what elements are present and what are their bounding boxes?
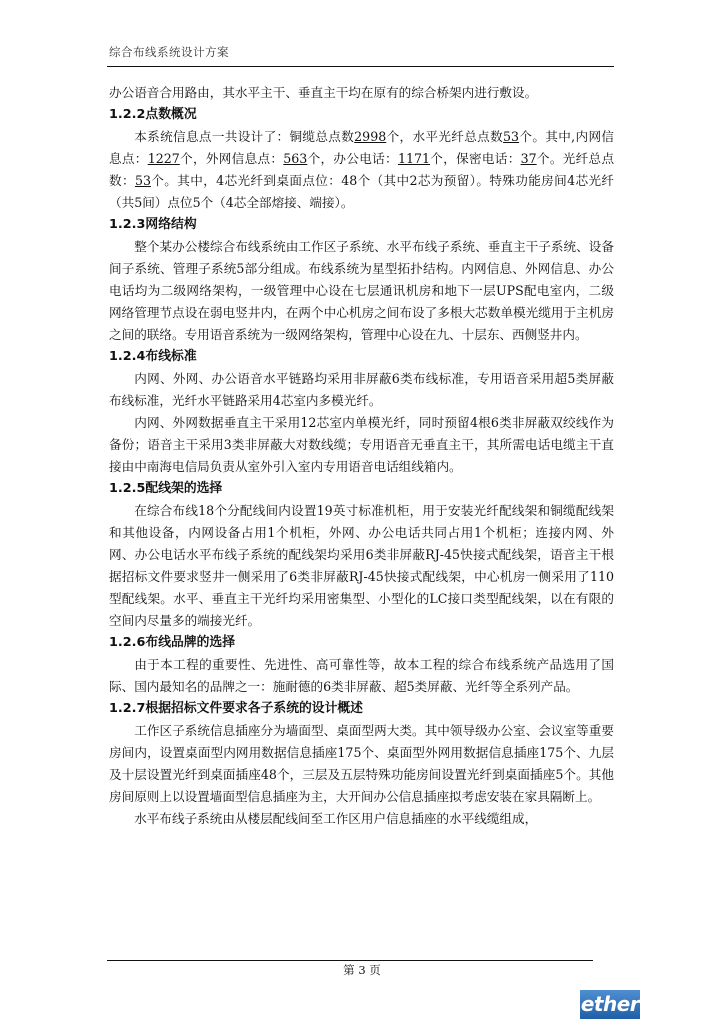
section-heading-subsystems: 1.2.7根据招标文件要求各子系统的设计概述: [109, 701, 363, 716]
section-heading-brand: 1.2.6布线品牌的选择: [109, 635, 236, 650]
paragraph-point-summary: [109, 126, 614, 214]
text: 个，外网信息点：: [179, 151, 284, 166]
paragraph-subsystems-2: 水平布线子系统由从楼层配线间至工作区用户信息插座的水平线缆组成，: [134, 811, 538, 826]
paragraph-cabling-standard-1: 内网、外网、办公语音水平链路均采用非屏蔽6类布线标准，专用语音采用超5类屏蔽布线标准，光纤水平链路采用4芯室内多模光纤。: [109, 371, 614, 408]
text: 个。光纤总点数：: [109, 151, 615, 188]
paragraph-cabling-standard-2: 内网、外网数据垂直主干采用12芯室内单模光纤，同时预留4根6类非屏蔽双绞线作为备份；语音主干采用3类非屏蔽大对数线缆；专用语音无垂直主干，其所需电话电缆主干直接由中南海电信局负责从室外引入室内专用语音电话组线箱内。: [109, 415, 614, 474]
intranet-points-value: 1227: [147, 151, 180, 166]
section-heading-cabling-standard: 1.2.4布线标准: [109, 349, 197, 364]
extranet-points-value: 563: [283, 151, 308, 166]
section-heading-point-summary: 1.2.2点数概况: [109, 107, 197, 122]
paragraph-continued: 办公语音合用路由，其水平主干、垂直主干均在原有的综合桥架内进行敷设。: [109, 85, 538, 100]
section-heading-patch-panel: 1.2.5配线架的选择: [109, 481, 223, 496]
page-number: 第 3 页: [343, 963, 381, 977]
text: 个，办公电话：: [307, 151, 398, 166]
office-phone-value: 1171: [397, 151, 430, 166]
text: 本系统信息点一共设计了：铜缆总点数: [134, 129, 355, 144]
text: 个。其中，4芯光纤到桌面点位：48个（其中2芯为预留）。特殊功能房间4芯光纤（共5间）点位5个（4芯全部熔接、端接）。: [109, 173, 615, 210]
copper-total-value: 2998: [354, 129, 387, 144]
text: 个，保密电话：: [430, 151, 521, 166]
fiber-total-value: 53: [134, 173, 151, 188]
secure-phone-value: 37: [520, 151, 537, 166]
text: 个。其中,内网信息点：: [109, 129, 615, 166]
ether-logo: ether: [580, 990, 640, 1019]
text: 个，水平光纤总点数: [386, 129, 504, 144]
paragraph-subsystems-1: 工作区子系统信息插座分为墙面型、桌面型两大类。其中领导级办公室、会议室等重要房间内，设置桌面型内网用数据信息插座175个、桌面型外网用数据信息插座175个、九层及十层设置光纤到桌面插座48个，三层及五层特殊功能房间设置光纤到桌面插座5个。其他房间原则上以设置墙面型信息插座为主，大开间办公信息插座拟考虑安装在家具隔断上。: [109, 723, 614, 804]
page-header-title: 综合布线系统设计方案: [109, 45, 229, 59]
header-divider: [107, 66, 614, 67]
fiber-horizontal-value: 53: [503, 129, 520, 144]
paragraph-brand: 由于本工程的重要性、先进性、高可靠性等，故本工程的综合布线系统产品选用了国际、国内最知名的品牌之一：施耐德的6类非屏蔽、超5类屏蔽、光纤等全系列产品。: [109, 657, 614, 694]
section-heading-network-structure: 1.2.3网络结构: [109, 217, 197, 232]
paragraph-patch-panel: 在综合布线18个分配线间内设置19英寸标准机柜，用于安装光纤配线架和铜缆配线架和其他设备，内网设备占用1个机柜，外网、办公电话共同占用1个机柜；连接内网、外网、办公电话水平布线子系统的配线架均采用6类非屏蔽RJ-45快接式配线架，语音主干根据招标文件要求竖井一侧采用了6类非屏蔽RJ-45快接式配线架，中心机房一侧采用了110型配线架。水平、垂直主干光纤均采用密集型、小型化的LC接口类型配线架，以在有限的空间内尽量多的端接光纤。: [109, 503, 614, 628]
document-body: [109, 82, 614, 830]
paragraph-network-structure: 整个某办公楼综合布线系统由工作区子系统、水平布线子系统、垂直主干子系统、设备间子系统、管理子系统5部分组成。布线系统为星型拓扑结构。内网信息、外网信息、办公电话均为二级网络架构，一级管理中心设在七层通讯机房和地下一层UPS配电室内，二级网络管理节点设在弱电竖井内，在两个中心机房之间布设了多根大芯数单模光缆用于主机房之间的联络。专用语音系统为一级网络架构，管理中心设在九、十层东、西侧竖井内。: [109, 239, 614, 342]
footer-divider: [107, 960, 593, 961]
